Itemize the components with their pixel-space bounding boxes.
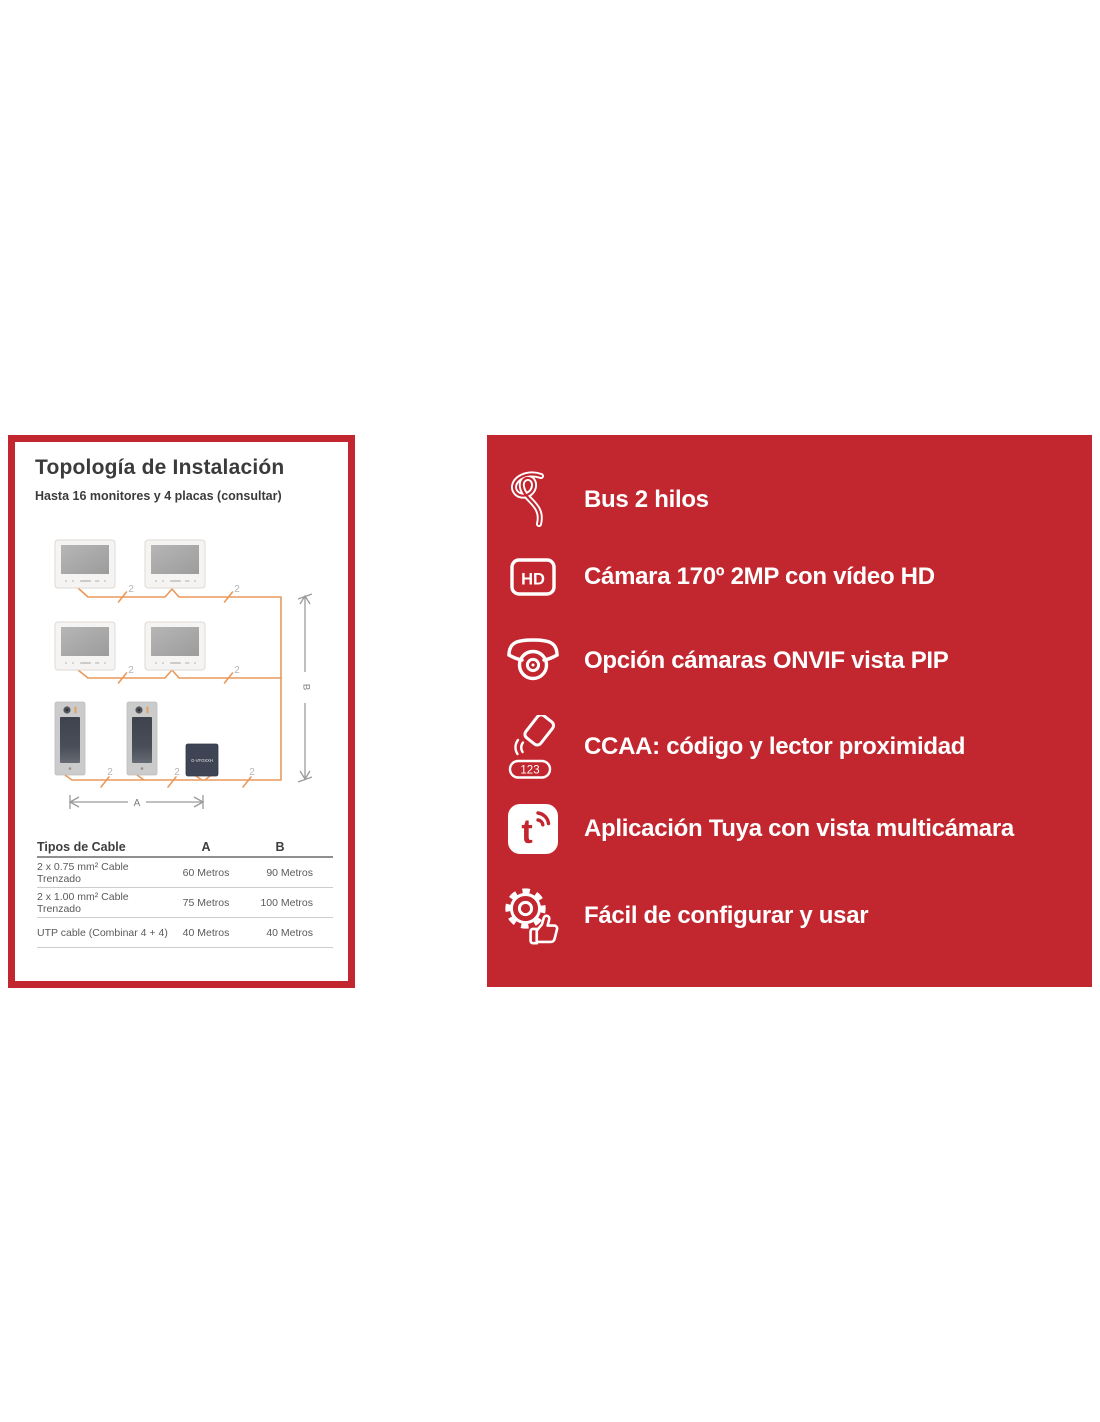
wire-count-label: 2	[107, 767, 113, 778]
access-code-icon	[507, 715, 559, 779]
feature-label: Opción cámaras ONVIF vista PIP	[584, 647, 949, 674]
col-header-b: B	[275, 840, 285, 854]
monitor	[145, 622, 205, 670]
door-station	[127, 702, 157, 775]
cable-table	[37, 838, 333, 948]
dimension-a-label: A	[133, 798, 141, 809]
dimension-b	[298, 594, 312, 782]
panel-title: Topología de Instalación	[35, 456, 285, 479]
dome-camera-icon	[505, 637, 561, 685]
panel-subtitle: Hasta 16 monitores y 4 placas (consultar)	[35, 489, 282, 503]
wire-count-label: 2	[128, 665, 134, 676]
distance-a-cell: 40 Metros	[182, 926, 230, 939]
cable-type-cell: 2 x 0.75 mm² Cable Trenzado	[37, 860, 129, 885]
topology-panel	[8, 435, 355, 988]
hd-icon	[510, 558, 556, 596]
monitor	[55, 622, 115, 670]
feature-label: CCAA: código y lector proximidad	[584, 733, 966, 760]
feature-row	[487, 879, 1092, 953]
dimension-a	[70, 795, 203, 809]
feature-label: Aplicación Tuya con vista multicámara	[584, 815, 1014, 842]
cable-type-cell: 2 x 1.00 mm² Cable Trenzado	[37, 890, 129, 915]
wire-count-label: 2	[249, 767, 255, 778]
bus-wiring	[65, 588, 281, 787]
dimension-b-label: B	[300, 683, 312, 691]
feature-row	[487, 463, 1092, 537]
feature-label: Cámara 170º 2MP con vídeo HD	[584, 563, 935, 590]
tuya-app-icon	[508, 804, 558, 854]
distance-a-cell: 75 Metros	[182, 896, 230, 909]
monitor	[145, 540, 205, 588]
col-header-type: Tipos de Cable	[37, 840, 126, 854]
door-station	[55, 702, 85, 775]
feature-row	[487, 540, 1092, 614]
feature-label: Bus 2 hilos	[584, 486, 709, 513]
distance-b-cell: 40 Metros	[266, 926, 313, 939]
feature-row	[487, 792, 1092, 866]
two-wire-bus-icon	[508, 470, 558, 530]
access-code-badge: 123	[520, 764, 540, 777]
feature-label: Fácil de configurar y usar	[584, 902, 869, 929]
feature-row	[487, 710, 1092, 784]
table-row	[37, 918, 333, 948]
cable-type-cell: UTP cable (Combinar 4 + 4)	[37, 926, 168, 939]
table-row	[37, 858, 333, 888]
wire-count-label: 2	[174, 767, 180, 778]
wire-count-label: 2	[234, 665, 240, 676]
topology-diagram	[40, 533, 324, 819]
distance-a-cell: 60 Metros	[182, 866, 230, 879]
distributor-box	[186, 744, 218, 776]
easy-setup-icon	[503, 883, 563, 949]
distance-b-cell: 90 Metros	[266, 866, 313, 879]
hd-icon-text: HD	[521, 570, 545, 589]
cable-table-header	[37, 838, 333, 858]
wire-count-label: 2	[128, 584, 134, 595]
features-panel	[487, 435, 1092, 987]
col-header-a: A	[201, 840, 211, 854]
tuya-glyph: t	[521, 813, 533, 851]
distance-b-cell: 100 Metros	[260, 896, 313, 909]
table-row	[37, 888, 333, 918]
monitor	[55, 540, 115, 588]
wire-count-label: 2	[234, 584, 240, 595]
feature-row	[487, 624, 1092, 698]
distributor-label: G-VFOXXH	[191, 758, 213, 763]
